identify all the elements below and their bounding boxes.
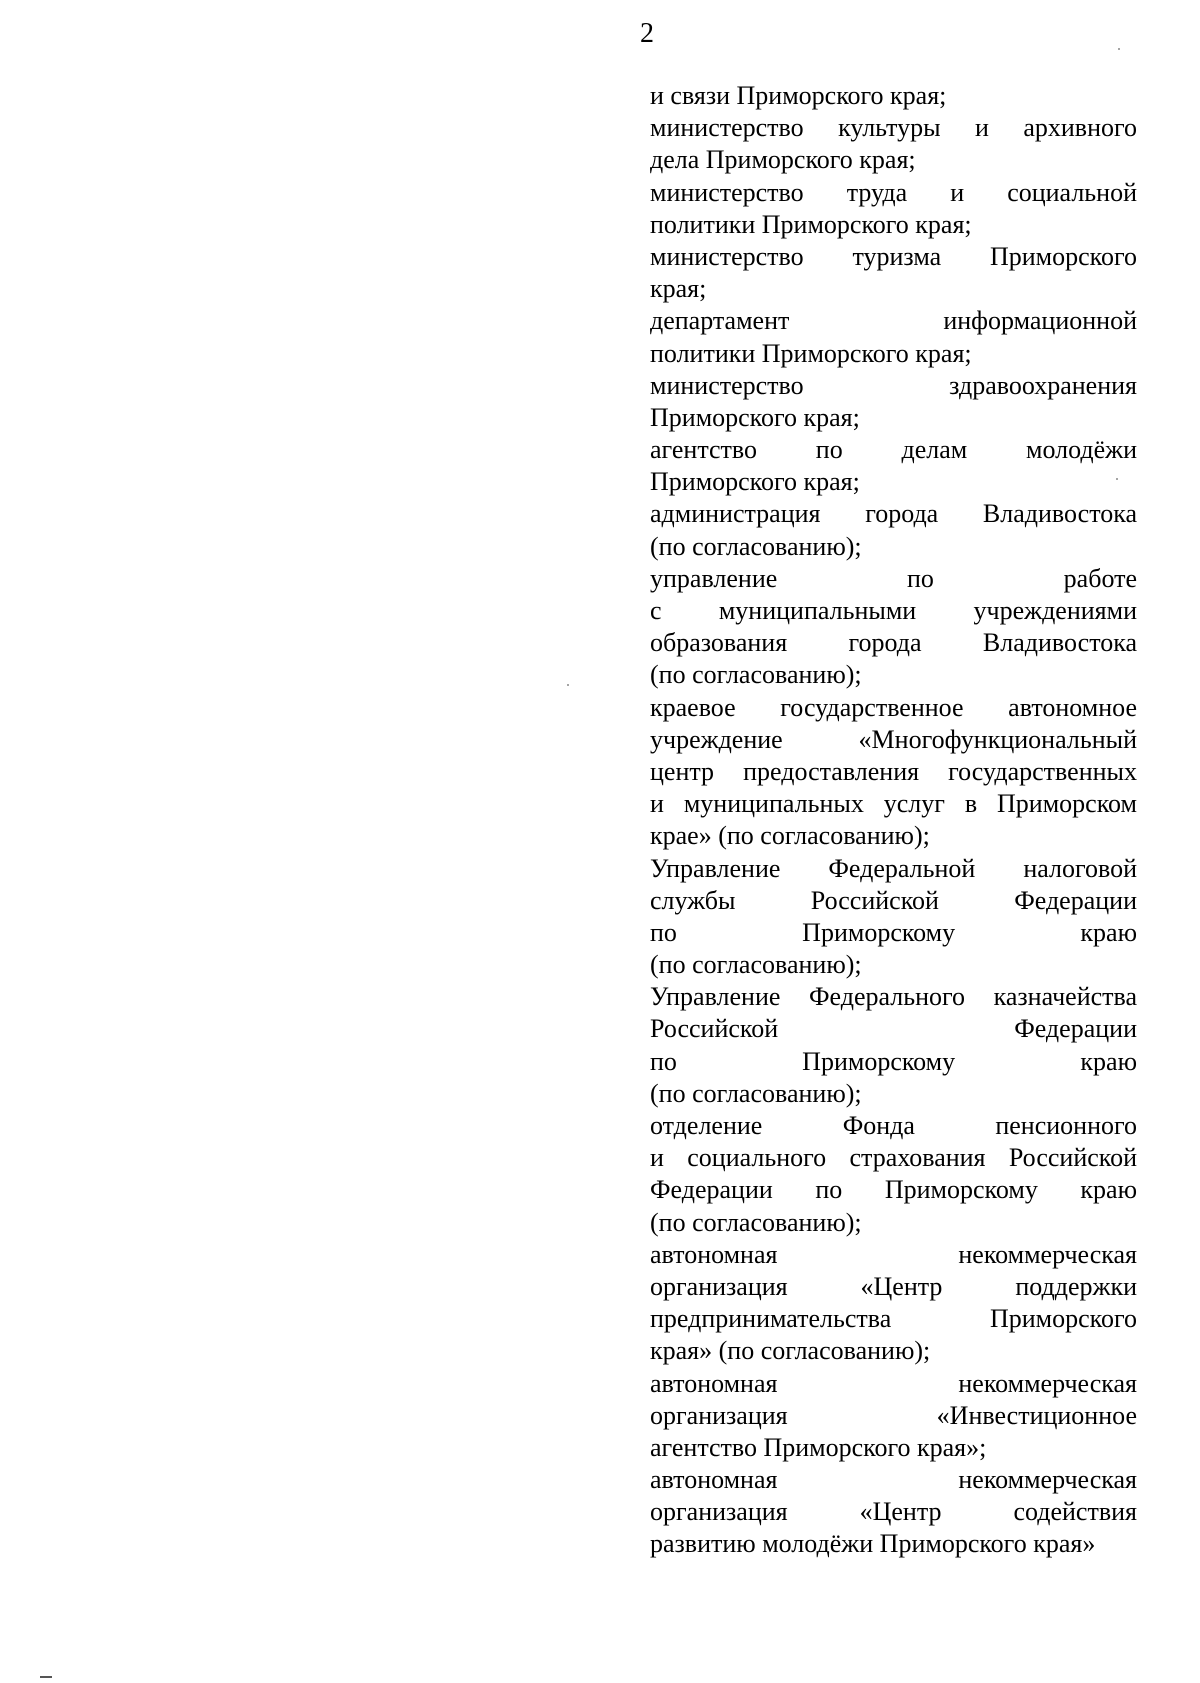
list-item-line: предпринимательства Приморского — [650, 1304, 1137, 1334]
list-item-line: министерство туризма Приморского — [650, 241, 1137, 271]
list-item-line: политики Приморского края; — [650, 338, 972, 368]
list-item-line: министерство культуры и архивного — [650, 113, 1137, 143]
list-item-line: с муниципальными учреждениями — [650, 596, 1137, 625]
list-item-line: автономная некоммерческая — [650, 1239, 1137, 1269]
list-item — [650, 563, 1137, 692]
list-item — [650, 241, 1137, 305]
list-item-line: агентство по делам молодёжи — [650, 435, 1137, 465]
list-item-line: политики Приморского края; — [650, 209, 972, 239]
list-item — [650, 853, 1137, 982]
list-item-line: (по согласованию); — [650, 950, 862, 980]
list-item — [650, 1110, 1137, 1239]
list-item-line: агентство Приморского края»; — [650, 1432, 987, 1462]
list-item-line: края; — [650, 274, 707, 304]
list-item-line: краевое государственное автономное — [650, 692, 1137, 722]
scan-speck — [1116, 478, 1118, 480]
list-item-line: организация «Центр поддержки — [650, 1271, 1137, 1301]
list-item-line: (по согласованию); — [650, 1207, 862, 1237]
list-item-line: автономная некоммерческая — [650, 1368, 1137, 1398]
list-item-line: организация «Инвестиционное — [650, 1400, 1137, 1430]
list-item-line: (по согласованию); — [650, 531, 862, 561]
list-item-line: края» (по согласованию); — [650, 1336, 931, 1366]
list-item-line: Управление Федеральной налоговой — [650, 853, 1137, 883]
list-item-line: администрация города Владивостока — [650, 499, 1137, 529]
list-item-line: министерство здравоохранения — [650, 370, 1137, 400]
list-item-line: министерство труда и социальной — [650, 177, 1137, 207]
list-item — [650, 177, 1137, 241]
list-item-line: (по согласованию); — [650, 660, 862, 690]
list-item-line: управление по работе — [650, 563, 1137, 593]
list-item-line: и связи Приморского края; — [650, 81, 947, 110]
page-number: 2 — [640, 18, 654, 49]
scan-speck — [1118, 48, 1120, 50]
scan-mark — [40, 1676, 52, 1678]
list-item — [650, 370, 1137, 434]
organization-list — [650, 80, 1137, 1561]
list-item — [650, 498, 1137, 562]
list-item-line: автономная некоммерческая — [650, 1465, 1137, 1495]
list-item-line: Управление Федерального казначейства — [650, 982, 1137, 1012]
list-item-line: дела Приморского края; — [650, 145, 916, 175]
list-item — [650, 1239, 1137, 1368]
list-item-line: Приморского края; — [650, 467, 860, 497]
list-item-line: Приморского края; — [650, 402, 860, 432]
list-item-line: крае» (по согласованию); — [650, 821, 930, 851]
list-item — [650, 80, 1137, 112]
list-item-line: развитию молодёжи Приморского края» — [650, 1529, 1096, 1559]
list-item-line: по Приморскому краю — [650, 917, 1137, 947]
list-item-line: Федерации по Приморскому краю — [650, 1175, 1137, 1205]
list-item-line: и социального страхования Российской — [650, 1143, 1137, 1173]
list-item-line: Российской Федерации — [650, 1014, 1137, 1044]
list-item-line: учреждение «Многофункциональный — [650, 724, 1137, 754]
list-item-line: центр предоставления государственных — [650, 756, 1137, 786]
list-item-line: по Приморскому краю — [650, 1046, 1137, 1076]
list-item-line: службы Российской Федерации — [650, 885, 1137, 915]
list-item — [650, 112, 1137, 176]
list-item — [650, 305, 1137, 369]
list-item-line: образования города Владивостока — [650, 628, 1137, 658]
list-item — [650, 692, 1137, 853]
list-item-line: (по согласованию); — [650, 1078, 862, 1108]
list-item-line: департамент информационной — [650, 306, 1137, 336]
list-item-line: организация «Центр содействия — [650, 1497, 1137, 1527]
list-item-line: и муниципальных услуг в Приморском — [650, 789, 1137, 819]
list-item-line: отделение Фонда пенсионного — [650, 1111, 1137, 1140]
list-item — [650, 1464, 1137, 1561]
list-item — [650, 1368, 1137, 1465]
list-item — [650, 981, 1137, 1110]
list-item — [650, 434, 1137, 498]
scan-speck — [567, 684, 569, 686]
